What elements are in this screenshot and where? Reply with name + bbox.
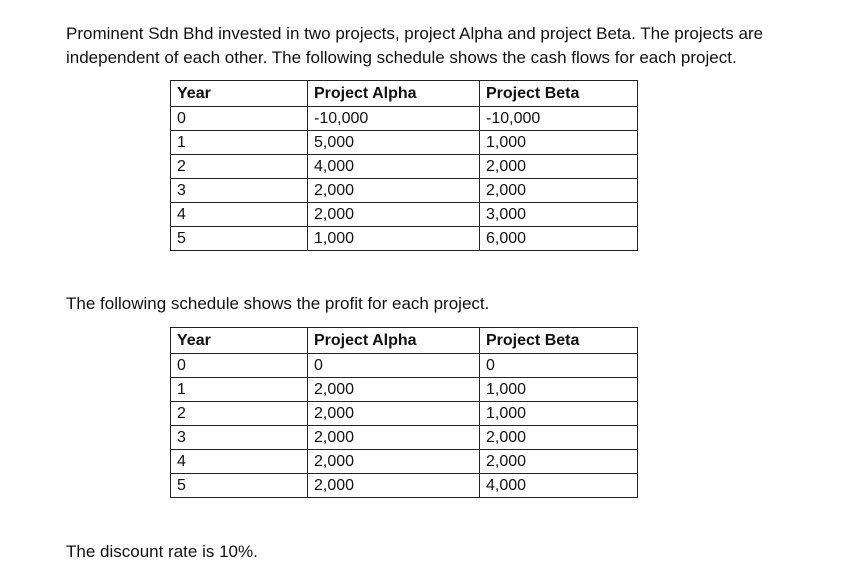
table-row (171, 179, 638, 203)
cell-alpha: 2,000 (308, 450, 480, 474)
cell-beta: -10,000 (480, 107, 638, 131)
cell-beta: 4,000 (480, 474, 638, 498)
column-header-beta: Project Beta (480, 81, 638, 107)
cell-year: 3 (171, 179, 308, 203)
profit-table (170, 327, 638, 498)
table-row (171, 131, 638, 155)
cell-alpha: 2,000 (308, 203, 480, 227)
cell-alpha: 4,000 (308, 155, 480, 179)
table-row (171, 203, 638, 227)
profit-caption: The following schedule shows the profit for each project. (66, 294, 490, 313)
table-row (171, 227, 638, 251)
cell-year: 0 (171, 107, 308, 131)
cell-beta: 2,000 (480, 450, 638, 474)
table-row (171, 354, 638, 378)
cell-alpha: 1,000 (308, 227, 480, 251)
cell-alpha: 2,000 (308, 402, 480, 426)
header-row (171, 81, 638, 107)
table-row (171, 107, 638, 131)
table-row (171, 155, 638, 179)
table-row (171, 402, 638, 426)
cell-beta: 1,000 (480, 131, 638, 155)
table-row (171, 378, 638, 402)
cell-alpha: 2,000 (308, 474, 480, 498)
cell-year: 4 (171, 203, 308, 227)
cell-beta: 1,000 (480, 378, 638, 402)
cell-beta: 2,000 (480, 179, 638, 203)
table-row (171, 426, 638, 450)
discount-rate-note: The discount rate is 10%. (66, 542, 258, 561)
column-header-year: Year (171, 81, 308, 107)
table-row (171, 450, 638, 474)
column-header-alpha: Project Alpha (308, 81, 480, 107)
cell-year: 2 (171, 402, 308, 426)
table-row (171, 474, 638, 498)
cell-beta: 3,000 (480, 203, 638, 227)
cell-year: 5 (171, 474, 308, 498)
cell-year: 3 (171, 426, 308, 450)
cell-alpha: 5,000 (308, 131, 480, 155)
column-header-beta: Project Beta (480, 328, 638, 354)
cell-alpha: 2,000 (308, 179, 480, 203)
cell-alpha: 0 (308, 354, 480, 378)
header-row (171, 328, 638, 354)
cell-beta: 2,000 (480, 155, 638, 179)
cell-alpha: 2,000 (308, 426, 480, 450)
cash-flow-table (170, 80, 638, 251)
column-header-year: Year (171, 328, 308, 354)
cell-year: 2 (171, 155, 308, 179)
cell-beta: 2,000 (480, 426, 638, 450)
intro-paragraph: Prominent Sdn Bhd invested in two projects, project Alpha and project Beta. The projects are independent of each other. The following schedule shows the cash flows for each project. (66, 24, 764, 67)
cell-alpha: 2,000 (308, 378, 480, 402)
cell-beta: 6,000 (480, 227, 638, 251)
cell-year: 4 (171, 450, 308, 474)
cell-beta: 1,000 (480, 402, 638, 426)
cell-year: 0 (171, 354, 308, 378)
cell-year: 1 (171, 131, 308, 155)
column-header-alpha: Project Alpha (308, 328, 480, 354)
cell-year: 1 (171, 378, 308, 402)
cell-beta: 0 (480, 354, 638, 378)
cell-year: 5 (171, 227, 308, 251)
cell-alpha: -10,000 (308, 107, 480, 131)
